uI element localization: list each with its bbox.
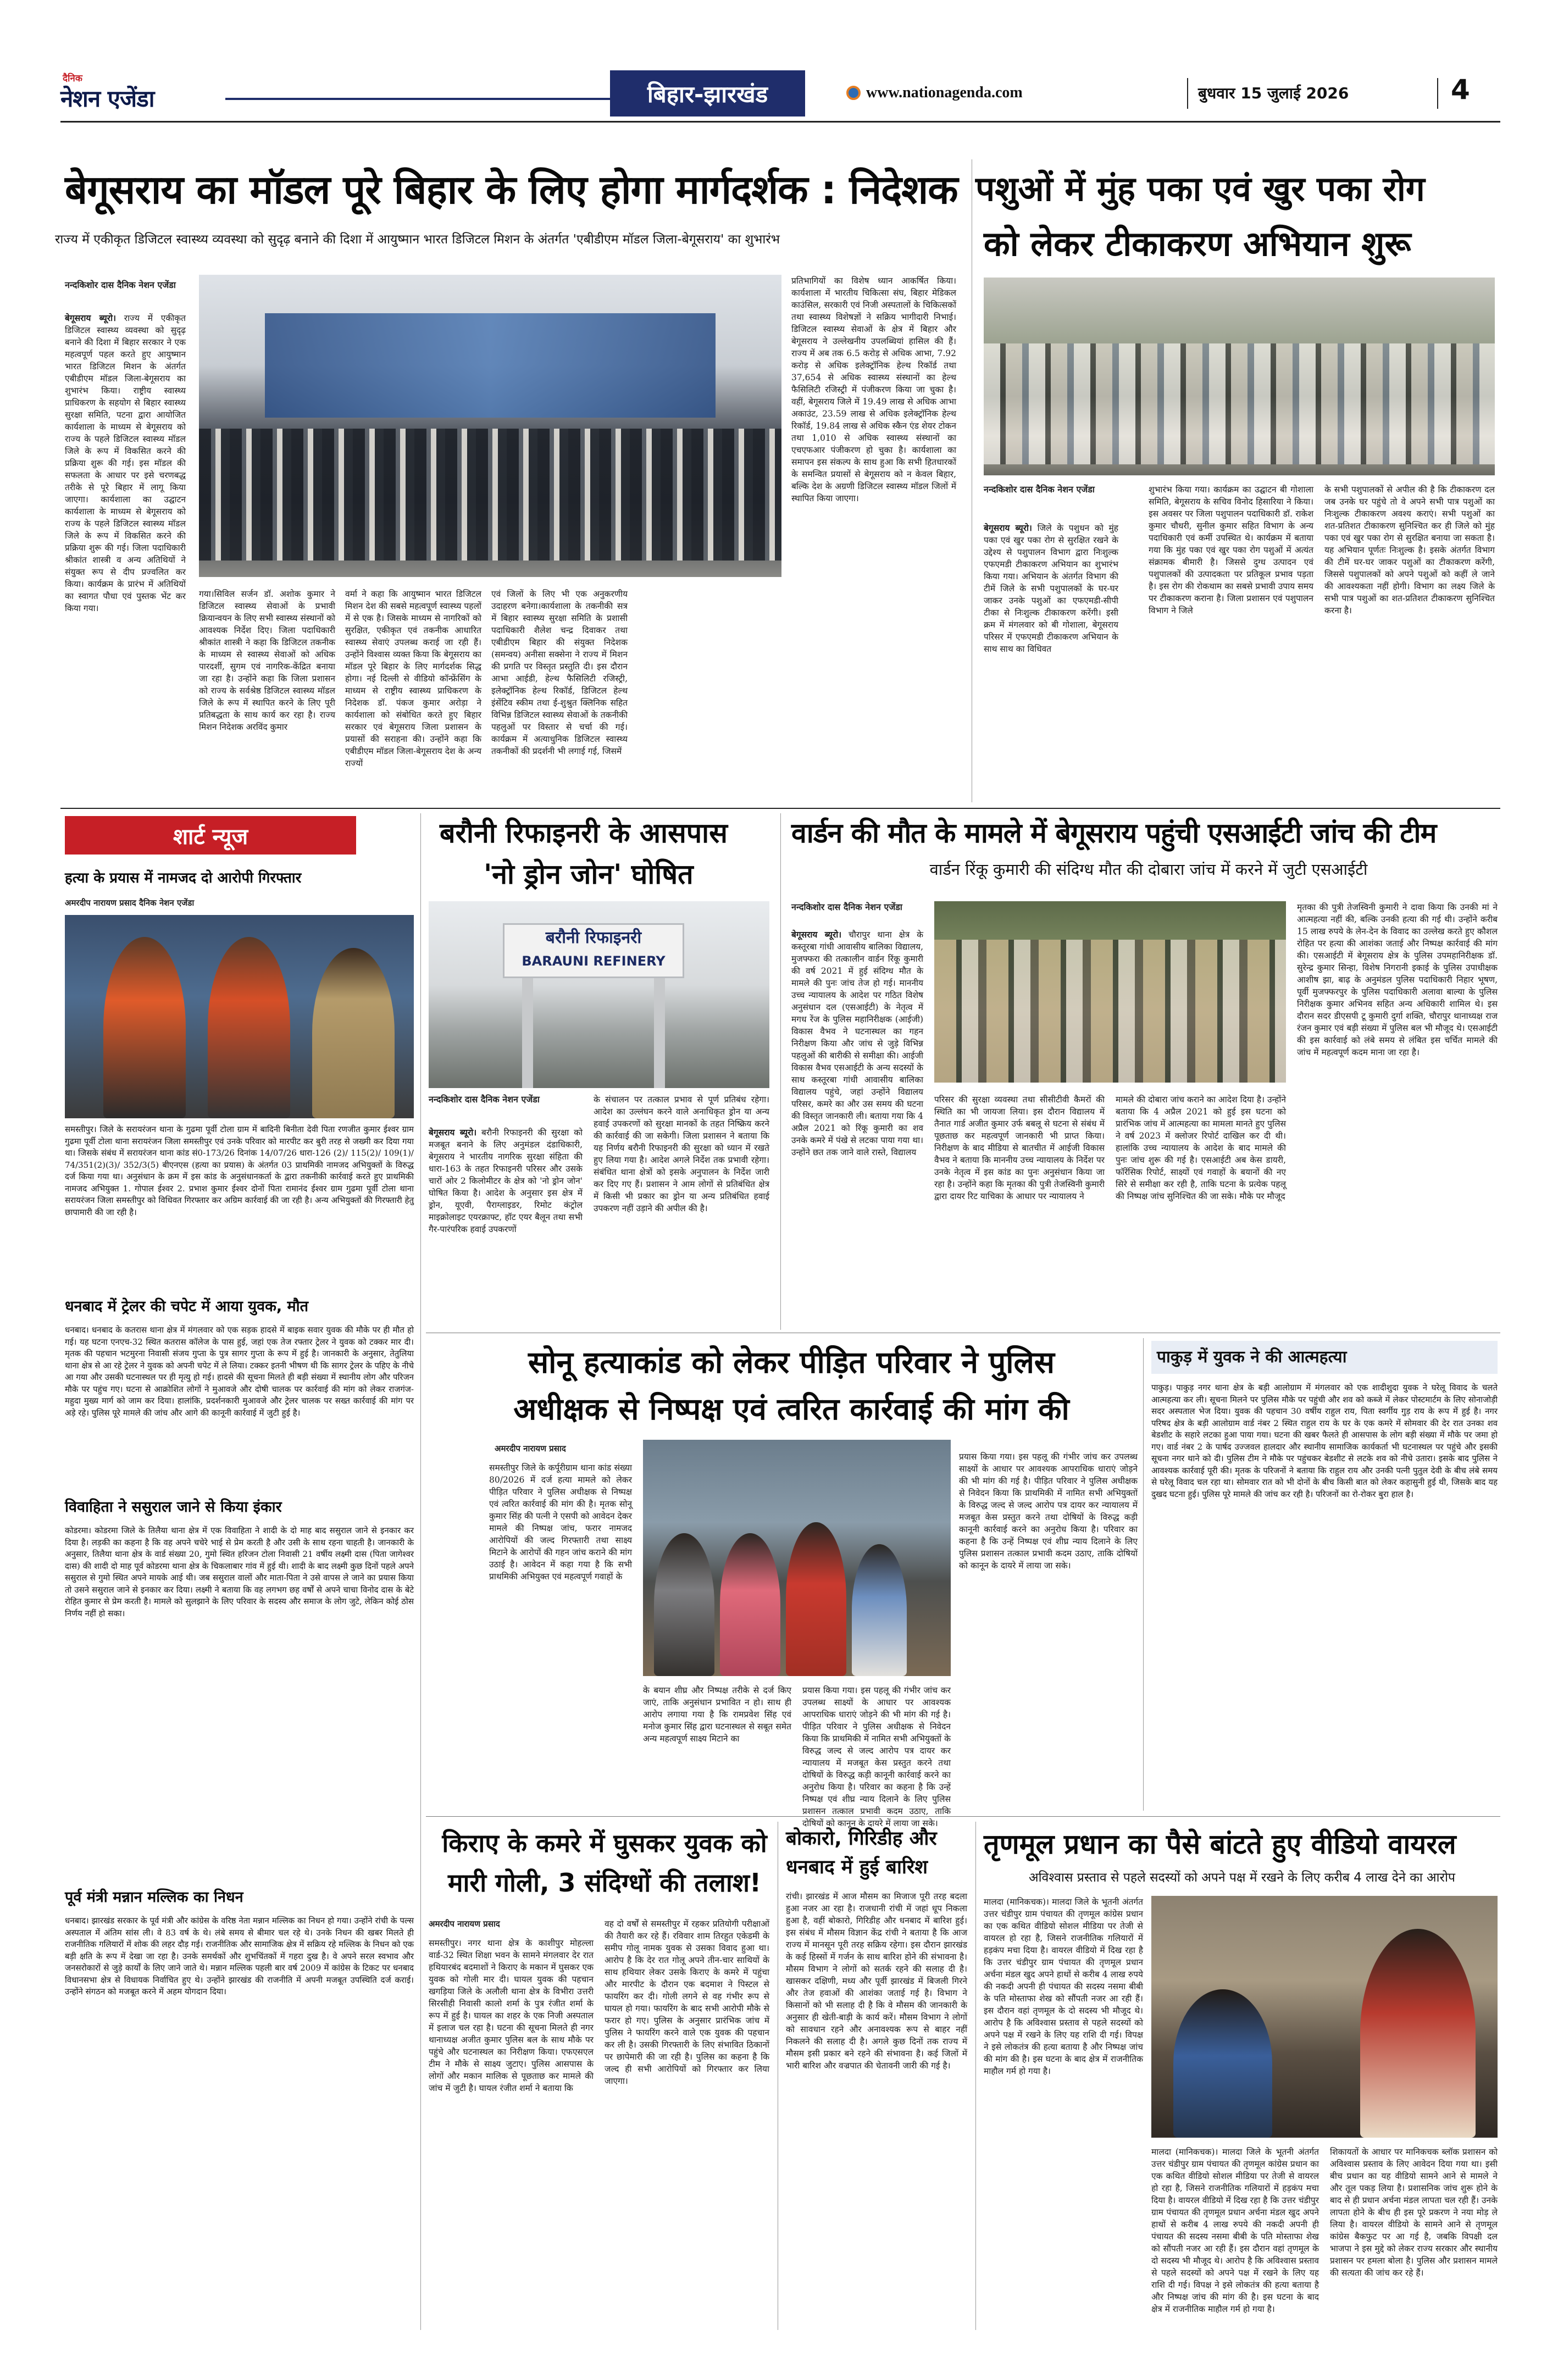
story6-body: पाकुड़। पाकुड़ नगर थाना क्षेत्र के बड़ी आलोग्राम में मंगलवार को एक शादीशुदा युवक ने घरेलू विवाद के चलते आत्महत्या कर ली। सूचना मिलने पर पुलिस मौके पर पहुंची और शव को कब्जे में लेकर पोस्टमार्टम के लिए सोनाजोड़ी सदर अस्पताल भेज दिया। युवक की पहचान 30 वर्षीय राहुल राय, पिता स्वर्गीय गुड़ राय के रूप में हुई है। नगर परिषद क्षेत्र के बड़ी आलोग्राम वार्ड नंबर 2 स्थित राहुल राय के घर के एक कमरे में सोमवार की देर रात उनका शव बेडशीट के सहारे लटका हुआ पाया गया। घटना की खबर फैलते ही आसपास के लोग बड़ी संख्या में मौके पर जमा हो गए। वार्ड नंबर 2 के पार्षद उज्जवल हालदार और स्थानीय सामाजिक कार्यकर्ता भी घटनास्थल पर पहुंचे और इसकी सूचना नगर थाने को दी। पुलिस टीम ने मौके पर पहुंचकर बेडशीट से लटके शव को नीचे उतारा। इसके बाद पुलिस ने आवश्यक कार्रवाई पूरी की। मृतक के परिजनों ने बताया कि राहुल राय और उनकी पत्नी पुतुल देवी के बीच लंबे समय से घरेलू विवाद चल रहा था। सोमवार रात को भी दोनों के बीच किसी बात को लेकर कहासुनी हुई थी, जिसके बाद यह दुखद घटना हुई। पुलिस पूरे मामले की जांच कर रही है। परिजनों का रो-रोकर बुरा हाल है। (1151, 1383, 1498, 1499)
story5-headline-line2: अधीक्षक से निष्पक्ष एवं त्वरित कार्रवाई की मांग की (513, 1391, 1069, 1427)
story7-text-col1: समस्तीपुर। नगर थाना क्षेत्र के काशीपुर मोहल्ला वार्ड-32 स्थित शिक्षा भवन के सामने मंगलवार देर रात हथियारबंद बदमाशों ने किराए के मकान में घुसकर एक युवक को गोली मार दी। घायल युवक की पहचान खगड़िया जिले के अलौली थाना क्षेत्र के विभीरा उत्तरी सिरसीही निवासी कालो शर्मा के पुत्र रंजीत शर्मा के रूप में हुई है। घायल का शहर के एक निजी अस्पताल में इलाज चल रहा है। घटना की सूचना मिलते ही नगर थानाध्यक्ष अजीत कुमार पुलिस बल के साथ मौके पर पहुंचे और घटनास्थल का निरीक्षण किया। एफएसएल टीम ने मौके से साक्ष्य जुटाए। पुलिस आसपास के लोगों और मकान मालिक से पूछताछ कर मामले की जांच में जुटी है। घायल रंजीत शर्मा ने बताया कि (429, 1938, 594, 2093)
story1-photo (199, 275, 781, 577)
story2-text-col2: शुभारंभ किया गया। कार्यक्रम का उद्घाटन बी गोशाला समिति, बेगूसराय के सचिव विनोद हिसारिया ने किया। इस अवसर पर जिला पशुपालन पदाधिकारी डॉ. राकेश कुमार चौधरी, सुनील कुमार सहित विभाग के अन्य पदाधिकारी एवं कर्मी उपस्थित थे। कार्यक्रम में बताया गया कि मुंह पका एवं खुर पका रोग पशुओं में अत्यंत संक्रामक बीमारी है। जिससे दुग्ध उत्पादन एवं पशुपालकों की उत्पादकता पर प्रतिकूल प्रभाव पड़ता है। इस रोग की रोकथाम का सबसे प्रभावी उपाय समय पर टीकाकरण कराना है। जिला प्रशासन एवं पशुपालन विभाग ने जिले (1149, 485, 1313, 615)
story5-text-col2: के बयान शीघ्र और निष्पक्ष तरीके से दर्ज किए जाएं, ताकि अनुसंधान प्रभावित न हो। साथ ही आरोप लगाया गया है कि रामप्रवेश सिंह एवं मनोज कुमार सिंह द्वारा घटनास्थल से सबूत समेत अन्य महत्वपूर्ण साक्ष्य मिटाने का (643, 1685, 791, 1744)
story7-text-col2: वह दो वर्षों से समस्तीपुर में रहकर प्रतियोगी परीक्षाओं की तैयारी कर रहे हैं। रविवार शाम तिरहुत एकेडमी के समीप गोलू नामक युवक से उसका विवाद हुआ था। आरोप है कि देर रात गोलू अपने तीन-चार साथियों के साथ हथियार लेकर उसके किराए के कमरे में पहुंचा और मारपीट के दौरान एक बदमाश ने पिस्टल से फायरिंग कर दी। गोली लगने से वह गंभीर रूप से घायल हो गया। फायरिंग के बाद सभी आरोपी मौके से फरार हो गए। पुलिस के अनुसार प्रारंभिक जांच में पुलिस ने फायरिंग करने वाले एक युवक की पहचान कर ली है। उसकी गिरफ्तारी के लिए संभावित ठिकानों पर छापेमारी की जा रही है। पुलिस का कहना है कि जल्द ही सभी आरोपियों को गिरफ्तार कर लिया जाएगा। (605, 1919, 769, 2086)
story4-text-col3: मामले की दोबारा जांच कराने का आदेश दिया है। उन्होंने बताया कि 4 अप्रैल 2021 को हुई इस घटना को प्रारंभिक जांच में आत्महत्या का मामला मानते हुए पुलिस ने वर्ष 2023 में क्लोजर रिपोर्ट दाखिल कर दी थी। हालांकि उच्च न्यायालय के आदेश के बाद मामले की पुनः जांच शुरू की गई है। एसआईटी अब केस डायरी, फॉरेंसिक रिपोर्ट, साक्ष्यों एवं गवाहों के बयानों की नए सिरे से समीक्षा कर रही है, ताकि घटना के प्रत्येक पहलू की निष्पक्ष जांच सुनिश्चित की जा सके। मौके पर मौजूद (1116, 1095, 1286, 1201)
story9-text-col1: मालदा (मानिकचक)। मालदा जिले के भूतनी अंतर्गत उत्तर चंडीपुर ग्राम पंचायत की तृणमूल कांग्रेस प्रधान का एक कथित वीडियो सोशल मीडिया पर तेजी से वायरल हो रहा है, जिसने राजनीतिक गलियारों में हड़कंप मचा दिया है। वायरल वीडियो में दिख रहा है कि उत्तर चंडीपुर ग्राम पंचायत की तृणमूल प्रधान अर्चना मंडल खुद अपने हाथों से करीब 4 लाख रुपये की नकदी अपनी ही पंचायत की सदस्य नसमा बीबी के पति मोस्ताफा शेख को सौंपती नजर आ रही हैं। इस दौरान वहां तृणमूल के दो सदस्य भी मौजूद थे। आरोप है कि अविश्वास प्रस्ताव से पहले सदस्यों को अपने पक्ष में रखने के लिए यह राशि दी गई। विपक्ष ने इसे लोकतंत्र की हत्या बताया है और निष्पक्ष जांच की मांग की है। इस घटना के बाद क्षेत्र में राजनीतिक माहौल गर्म हो गया है। (984, 1897, 1143, 2076)
logo-main-text: नेशन एजेंडा (60, 85, 154, 112)
story5-person-4 (852, 1544, 907, 1676)
short-news-1-person-a (103, 937, 186, 1118)
story1-headline: बेगूसराय का मॉडल पूरे बिहार के लिए होगा मार्गदर्शक : निदेशक (65, 167, 958, 213)
story1-byline: नन्दकिशोर दास दैनिक नेशन एजेंडा (65, 280, 176, 290)
story8-headline-line2: धनबाद में हुई बारिश (786, 1856, 928, 1878)
masthead-divider-left (225, 98, 665, 100)
story9-person-left (1173, 1989, 1272, 2138)
story9-col3 (1330, 2146, 1498, 2330)
story1-text-col1: राज्य में एकीकृत डिजिटल स्वास्थ्य व्यवस्था को सुदृढ़ बनाने की दिशा में बिहार सरकार ने एक महत्वपूर्ण पहल करते हुए आयुष्मान भारत डिजिटल मिशन के अंतर्गत एबीडीएम मॉडल जिला-बेगूसराय का शुभारंभ किया। राष्ट्रीय स्वास्थ्य प्राधिकरण के सहयोग से बिहार स्वास्थ्य सुरक्षा समिति, पटना द्वारा आयोजित कार्यशाला के माध्यम से बेगूसराय को राज्य के पहले डिजिटल स्वास्थ्य मॉडल जिले के रूप में विकसित करने की प्रक्रिया शुरू की गई। इस मॉडल की सफलता के आधार पर इसे चरणबद्ध तरीके से पूरे बिहार में लागू किया जाएगा। कार्यशाला का उद्घाटन कार्यशाला के माध्यम से बेगूसराय को राज्य के पहले डिजिटल स्वास्थ्य मॉडल जिले के रूप में विकसित करने की प्रक्रिया शुरू की गई। जिला पदाधिकारी श्रीकांत शास्त्री व अन्य अतिथियों ने संयुक्त रूप से दीप प्रज्वलित कर किया। कार्यक्रम के प्रारंभ में अतिथियों का स्वागत पौधा एवं पुस्तक भेंट कर किया गया। (65, 313, 186, 613)
story4-text-col2: परिसर की सुरक्षा व्यवस्था तथा सीसीटीवी कैमरों की स्थिति का भी जायजा लिया। इस दौरान विद्यालय में तैनात गार्ड अजीत कुमार उर्फ बबलू से घटना से संबंध में पूछताछ कर महत्वपूर्ण जानकारी भी प्राप्त किया। निरीक्षण के बाद मीडिया से बातचीत में आईजी विकास वैभव ने बताया कि माननीय उच्च न्यायालय के निर्देश पर उनके नेतृत्व में इस कांड का पुनः अनुसंधान किया जा रहा है। उन्होंने कहा कि मृतका की पुत्री तेजस्विनी कुमारी द्वारा दायर रिट याचिका के आधार पर न्यायालय ने (934, 1095, 1105, 1201)
story3-photo-gate-left (522, 978, 533, 1088)
short-news-3-body: कोडरमा। कोडरमा जिले के तिलैया थाना क्षेत्र में एक विवाहिता ने शादी के दो माह बाद ससुराल जाने से इनकार कर दिया है। लड़की का कहना है कि वह अपने चचेरे भाई से प्रेम करती है और उसी के साथ रहना चाहती है। जानकारी के अनुसार, तिलैया थाना क्षेत्र के वार्ड संख्या 20, गुमो स्थित हरिजन टोला निवासी 21 वर्षीय लक्ष्मी दास (पिता जागेश्वर दास) की शादी दो माह पूर्व कोडरमा थाना क्षेत्र के चिकलाबार गांव में हुई थी। शादी के बाद लक्ष्मी कुछ दिनों पहले अपने ससुराल से गुमो स्थित अपने मायके आई थी। जब ससुराल वालों और माता-पिता ने उसे वापस ले जाने का प्रयास किया तो उसने ससुराल जाने से इनकार कर दिया। लक्ष्मी ने बताया कि वह लगभग छह वर्षों से अपने चाचा विनोद दास के बेटे रोहित कुमार से प्रेम करती है। मामले को सुलझाने के लिए परिवार के सदस्य और समाज के लोग जुटे, लेकिन कोई ठोस निर्णय नहीं हो सका। (65, 1525, 414, 1618)
short-news-1-headline: हत्या के प्रयास में नामजद दो आरोपी गिरफ्तार (65, 870, 302, 886)
story6-headline-box (1151, 1341, 1498, 1374)
story5-col1 (489, 1462, 632, 1808)
story5-person-2 (720, 1533, 780, 1676)
story2-col2 (1149, 484, 1313, 802)
story1-text-col4: एवं जिलों के लिए भी एक अनुकरणीय उदाहरण बनेगा।कार्यशाला के तकनीकी सत्र में बिहार स्वास्थ्य सुरक्षा समिति के प्रशासी पदाधिकारी शैलेश चन्द्र दिवाकर तथा एबीडीएम बिहार की संयुक्त निदेशक (समन्वय) अनीसा सक्सेना ने राज्य में मिशन की प्रगति पर विस्तृत प्रस्तुति दी। इस दौरान आभा आईडी, हेल्थ फैसिलिटी रजिस्ट्री, इलेक्ट्रॉनिक हेल्थ रिकॉर्ड, डिजिटल हेल्थ इंसेंटिव स्कीम तथा ई-शुश्रुत क्लिनिक सहित विभिन्न डिजिटल स्वास्थ्य सेवाओं के तकनीकी पहलुओं पर विस्तार से चर्चा की गई। कार्यक्रम में अत्याधुनिक डिजिटल स्वास्थ्य तकनीकों की प्रदर्शनी भी लगाई गई, जिसमें (491, 589, 628, 756)
story4-dateline: बेगूसराय ब्यूरो। (791, 929, 842, 940)
short-news-1-person-b (208, 937, 290, 1118)
story8-headline-line1: बोकारो, गिरिडीह और (786, 1828, 937, 1850)
story4-col3 (1116, 1094, 1286, 1324)
short-news-4-body: धनबाद। झारखंड सरकार के पूर्व मंत्री और कांग्रेस के वरिष्ठ नेता मन्नान मल्लिक का निधन हो गया। उन्होंने रांची के पल्स अस्पताल में अंतिम सांस ली। वे 83 वर्ष के थे। लंबे समय से बीमार चल रहे थे। उनके निधन की खबर मिलते ही राजनीतिक गलियारों में शोक की लहर दौड़ गई। राजनीतिक और सामाजिक क्षेत्र में सक्रिय रहे मल्लिक के निधन को एक बड़ी क्षति के रूप में देखा जा रहा है। उनके समर्थकों और शुभचिंतकों में गहरा दुख है। वे अपने सरल स्वभाव और जनसरोकारों से जुड़े कार्यों के लिए जाने जाते थे। मन्नान मल्लिक पहली बार वर्ष 2009 में कांग्रेस के टिकट पर धनबाद विधानसभा क्षेत्र से विधायक निर्वाचित हुए थे। उन्होंने झारखंड की राजनीति में अपनी मजबूत उपस्थिति दर्ज कराई। उन्होंने संगठन को मजबूत करने में अहम योगदान दिया। (65, 1916, 414, 1996)
story5-text-col1: समस्तीपुर जिले के कर्पूरीग्राम थाना कांड संख्या 80/2026 में दर्ज हत्या मामले को लेकर पीड़ित परिवार ने पुलिस अधीक्षक से निष्पक्ष एवं त्वरित कार्रवाई की मांग की है। मृतक सोनू कुमार सिंह की पत्नी ने एसपी को आवेदन देकर मामले की निष्पक्ष जांच, फरार नामजद आरोपियों की जल्द गिरफ्तारी तथा साक्ष्य मिटाने के आरोपों की गहन जांच कराने की मांग उठाई है। आवेदन में कहा गया है कि सभी प्राथमिकी अभियुक्त एवं महत्वपूर्ण गवाहों के (489, 1463, 632, 1582)
short-news-1-body: समस्तीपुर। जिले के सरायरंजन थाना के गुढमा पूर्वी टोला ग्राम में बादिनी बिनीता देवी पिता रणजीत कुमार ईश्वर ग्राम गुढमा पूर्वी टोला थाना सरायरंजन जिला समस्तीपुर एवं उनके परिवार को मारपीट कर बुरी तरह से जख्मी कर दिया गया था। जिसके संबंध में सरायरंजन थाना कांड सं0-173/26 दिनांक 14/07/26 धारा-126 (2)/ 115(2)/ 109(1)/ 74/351(2)(3)/ 352/3(5) बीएनएस (हत्या का प्रयास) के अंतर्गत 03 प्राथमिकी नामजद अभियुक्तों के विरुद्ध दर्ज किया गया था। अनुसंधान के क्रम में इस कांड के अनुसंधानकर्ता के द्वारा तकनीकी कार्रवाई करते हुए प्राथमिकी नामजद अभियुक्त 1. गोपाल ईश्वर 2. प्रभाश कुमार ईश्वर दोनों पिता रामानंद ईश्वर ग्राम गुढमा पूर्वी टोला थाना सरायरंजन जिला समस्तीपुर को विधिवत गिरफ्तार कर अग्रिम कार्रवाई की जा रही है। अन्य अभियुक्तों की गिरफ्तारी हेतु छापामारी की जा रही है। (65, 1124, 414, 1217)
story9-col2 (1151, 2146, 1319, 2330)
story4-col1 (791, 929, 923, 1324)
story4-col2 (934, 1094, 1105, 1324)
story5-byline: अमरदीप नारायण प्रसाद (495, 1444, 566, 1453)
story7-headline-line1: किराए के कमरे में घुसकर युवक को (442, 1828, 767, 1858)
story7-headline-line2: मारी गोली, 3 संदिग्धों की तलाश! (447, 1868, 761, 1898)
story9-text-col2-a: मालदा (मानिकचक)। मालदा जिले के भूतनी अंतर्गत उत्तर चंडीपुर ग्राम पंचायत की तृणमूल कांग्रेस प्रधान का एक कथित वीडियो सोशल मीडिया पर तेजी से वायरल हो रहा है, जिसने राजनीतिक गलियारों में हड़कंप मचा दिया है। वायरल वीडियो में दिख रहा है कि उत्तर चंडीपुर ग्राम पंचायत की तृणमूल प्रधान अर्चना मंडल खुद अपने हाथों से करीब 4 लाख रुपये की नकदी अपनी ही पंचायत की सदस्य नसमा बीबी के पति मोस्ताफा शेख को सौंपती नजर आ रही हैं। इस दौरान वहां तृणमूल के दो सदस्य भी मौजूद थे। आरोप है कि अविश्वास प्रस्ताव से पहले सदस्यों को अपने पक्ष में रखने के लिए यह राशि दी गई। विपक्ष ने इसे लोकतंत्र की हत्या बताया है और निष्पक्ष जांच की मांग की है। इस घटना के बाद क्षेत्र में राजनीतिक माहौल गर्म हो गया है। (1151, 2147, 1319, 2314)
hrule-3 (426, 1816, 1500, 1817)
story5-headline-line1: सोनू हत्याकांड को लेकर पीड़ित परिवार ने पुलिस (528, 1345, 1055, 1380)
story1-col1 (65, 312, 186, 801)
globe-icon (846, 86, 861, 100)
masthead (60, 70, 1500, 116)
short-news-4-headline: पूर्व मंत्री मन्नान मल्लिक का निधन (65, 1889, 243, 1906)
masthead-divider-right (1437, 78, 1438, 109)
story2-photo-people (984, 343, 1495, 464)
logo-small-text: दैनिक (63, 73, 82, 84)
section-label (610, 70, 805, 116)
story2-headline-line1: पशुओं में मुंह पका एवं खुर पका रोग (975, 169, 1425, 209)
story1-col2 (199, 588, 335, 802)
story2-col1 (984, 522, 1118, 802)
story3-col2 (594, 1094, 769, 1324)
story4-byline: नन्दकिशोर दास दैनिक नेशन एजेंडा (791, 902, 902, 912)
vrule-4 (1143, 1338, 1144, 1811)
story2-text-col1: जिले के पशुधन को मुंह पका एवं खुर पका रोग से सुरक्षित रखने के उद्देश्य से पशुपालन विभाग द्वारा निःशुल्क एफएमडी टीकाकरण अभियान का शुभारंभ किया गया। अभियान के अंतर्गत विभाग की टीमें जिले के सभी पशुपालकों के घर-घर जाकर उनके पशुओं का एफएमडी-सीपी टीका से निःशुल्क टीकाकरण करेंगी। इसी क्रम में मंगलवार को बी गोशाला, बेगूसराय परिसर में एफएमडी टीकाकरण अभियान के साथ साथ का विधिवत (984, 523, 1118, 654)
short-news-2-body: धनबाद। धनबाद के कतरास थाना क्षेत्र में मंगलवार को एक सड़क हादसे में बाइक सवार युवक की मौके पर ही मौत हो गई। यह घटना एनएच-32 स्थित कतरास कॉलेज के पास हुई, जहां एक तेज रफ्तार ट्रेलर ने युवक को टक्कर मार दी। मृतक की पहचान भटमुरना निवासी संजय गुप्ता के पुत्र सागर गुप्ता के रूप में हुई है। जानकारी के अनुसार, तेतुलिया थाना क्षेत्र से आ रहे ट्रेलर ने युवक को अपनी चपेट में ले लिया। टक्कर इतनी भीषण थी कि सागर ट्रेलर के पहिए के नीचे आ गया और उसकी घटनास्थल पर ही मृत्यु हो गई। हादसे की सूचना मिलते ही बड़ी संख्या में स्थानीय लोग और परिजन मौके पर पहुंच गए। घटना से आक्रोशित लोगों ने मुआवजे और दोषी चालक पर कार्रवाई की मांग को लेकर राजगंज-महुदा मुख्य मार्ग को जाम कर दिया। हालांकि, प्रदर्शनकारी मुआवजे और ट्रेलर चालक पर सख्त कार्रवाई की मांग पर अड़े रहे। पुलिस पूरे मामले की जांच और आगे की कानूनी कार्रवाई में जुटी हुई है। (65, 1325, 414, 1418)
vrule-3 (780, 813, 781, 1330)
story6-headline: पाकुड़ में युवक ने की आत्महत्या (1157, 1347, 1347, 1367)
short-news-2-headline: धनबाद में ट्रेलर की चपेट में आया युवक, मौत (65, 1298, 309, 1315)
story9-photo (1151, 1896, 1498, 2138)
story3-headline-line1: बरौनी रिफाइनरी के आसपास (440, 817, 728, 849)
story9-text-col3: शिकायतों के आधार पर मानिकचक ब्लॉक प्रशासन को अविश्वास प्रस्ताव के लिए आवेदन दिया गया था। इसी बीच प्रधान का यह वीडियो सामने आने से मामले ने और तूल पकड़ लिया है। प्रशासनिक जांच शुरू होने के बाद से ही प्रधान अर्चना मंडल लापता चल रही हैं। उनके लापता होने के बीच ही इस पूरे प्रकरण ने नया मोड़ ले लिया है। वायरल वीडियो के सामने आने से तृणमूल कांग्रेस बैकफुट पर आ गई है, जबकि विपक्षी दल भाजपा ने इस मुद्दे को लेकर राज्य सरकार और स्थानीय प्रशासन पर हमला बोला है। पुलिस और प्रशासन मामले की सत्यता की जांच कर रहे हैं। (1330, 2147, 1498, 2278)
story2-col3 (1324, 484, 1495, 802)
story3-dateline: बेगूसराय ब्यूरो। (429, 1127, 477, 1138)
issue-date: बुधवार 15 जुलाई 2026 (1198, 84, 1349, 102)
short-news-1-photo (65, 915, 414, 1118)
section-label-text: बिहार-झारखंड (647, 80, 768, 108)
logo (60, 70, 187, 116)
short-news-1-officer (312, 948, 395, 1118)
story5-photo (643, 1440, 951, 1676)
story8-body: रांची। झारखंड में आज मौसम का मिजाज पूरी तरह बदला हुआ नजर आ रहा है। राजधानी रांची में जहां धूप निकला हुआ है, वहीं बोकारो, गिरिडीह और धनबाद में बारिश हुई। इस संबंध में मौसम विज्ञान केंद्र रांची ने बताया है कि आज राज्य में मानसून पूरी तरह सक्रिय रहेगा। इस दौरान झारखंड के कई हिस्सों में गर्जन के साथ बारिश होने की संभावना है। मौसम विभाग ने लोगों को सतर्क रहने की सलाह दी है। खासकर दक्षिणी, मध्य और पूर्वी झारखंड में बिजली गिरने और तेज हवाओं की आशंका जताई गई है। विभाग ने किसानों को भी सलाह दी है कि वे मौसम की जानकारी के अनुसार ही खेती-बाड़ी के कार्य करें। मौसम विभाग ने लोगों को सावधान रहने और अनावश्यक रूप से बाहर नहीं निकलने की सलाह दी है। अगले कुछ दिनों तक राज्य में मौसम इसी प्रकार बने रहने की संभावना है। कई जिलों में भारी बारिश और वज्रपात की चेतावनी जारी की गई है। (786, 1891, 967, 2071)
story1-dateline: बेगूसराय ब्यूरो। (65, 313, 117, 323)
story3-sign-hindi: बरौनी रिफाइनरी (545, 928, 642, 947)
story1-text-col3: वर्मा ने कहा कि आयुष्मान भारत डिजिटल मिशन देश की सबसे महत्वपूर्ण स्वास्थ्य पहलों में से एक है। जिसके माध्यम से नागरिकों को सुरक्षित, एकीकृत एवं तकनीक आधारित स्वास्थ्य सेवाएं उपलब्ध कराई जा रही हैं। उन्होंने विश्वास व्यक्त किया कि बेगूसराय का मॉडल पूरे बिहार के लिए मार्गदर्शक सिद्ध होगा। नई दिल्ली से वीडियो कॉन्फ्रेंसिंग के माध्यम से राष्ट्रीय स्वास्थ्य प्राधिकरण के निदेशक डॉ. पंकज कुमार अरोड़ा ने कार्यशाला को संबोधित करते हुए बिहार सरकार एवं बेगूसराय जिला प्रशासन के प्रयासों की सराहना की। उन्होंने कहा कि एबीडीएम मॉडल जिला-बेगूसराय देश के अन्य राज्यों (345, 589, 481, 768)
page-number: 4 (1451, 74, 1470, 106)
story4-subhead: वार्डन रिंकू कुमारी की संदिग्ध मौत की दोबारा जांच में करने में जुटी एसआईटी (929, 860, 1368, 879)
story2-text-col3: के सभी पशुपालकों से अपील की है कि टीकाकरण दल जब उनके घर पहुंचे तो वे अपने सभी पात्र पशुओं का निःशुल्क टीकाकरण अवश्य कराएं। सभी पशुओं का शत-प्रतिशत टीकाकरण सुनिश्चित कर ही जिले को मुंह पका एवं खुर पका रोग से सुरक्षित बनाया जा सकता है। यह अभियान पूर्णतः निःशुल्क है। इसके अंतर्गत विभाग की टीमें घर-घर जाकर पशुओं का टीकाकरण करेंगी, जिससे पशुपालकों को अपने पशुओं को कहीं ले जाने की आवश्यकता नहीं होगी। विभाग का लक्ष्य जिले के सभी पात्र पशुओं का शत-प्रतिशत टीकाकरण सुनिश्चित करना है। (1324, 485, 1495, 615)
story1-text-col5: प्रतिभागियों का विशेष ध्यान आकर्षित किया। कार्यशाला में भारतीय चिकित्सा संघ, बिहार मेडिकल काउंसिल, सरकारी एवं निजी अस्पतालों के चिकित्सकों तथा स्वास्थ्य विशेषज्ञों ने सक्रिय भागीदारी निभाई। डिजिटल स्वास्थ्य सेवाओं के क्षेत्र में बिहार और बेगूसराय ने उल्लेखनीय उपलब्धियां हासिल की हैं। राज्य में अब तक 6.5 करोड़ से अधिक आभा, 7.92 करोड़ से अधिक इलेक्ट्रॉनिक हेल्थ रिकॉर्ड तथा 37,654 से अधिक स्वास्थ्य संस्थानों का हेल्थ फैसिलिटी रजिस्ट्री में पंजीकरण किया जा चुका है। वहीं, बेगूसराय जिले में 19.49 लाख से अधिक आभा अकाउंट, 23.59 लाख से अधिक इलेक्ट्रॉनिक हेल्थ रिकॉर्ड, 19.84 लाख से अधिक स्कैन एंड शेयर टोकन तथा 1,010 से अधिक स्वास्थ्य संस्थानों का एचएफआर पंजीकरण हो चुका है। कार्यशाला का समापन इस संकल्प के साथ हुआ कि सभी हितधारकों के समन्वित प्रयासों से बेगूसराय को न केवल बिहार, बल्कि देश के अग्रणी डिजिटल स्वास्थ्य मॉडल जिलों में स्थापित किया जाएगा। (791, 276, 956, 503)
story5-col4 (959, 1451, 1138, 1808)
short-news-label (65, 816, 356, 855)
masthead-rule (60, 121, 1500, 123)
story2-dateline: बेगूसराय ब्यूरो। (984, 523, 1032, 533)
story1-photo-banner (265, 313, 716, 418)
story7-col2 (605, 1918, 769, 2330)
story5-person-3 (786, 1522, 846, 1676)
short-news-3-headline: विवाहिता ने ससुराल जाने से किया इंकार (65, 1499, 282, 1516)
story9-person-right (1360, 1929, 1476, 2138)
website-text[interactable]: www.nationagenda.com (866, 84, 1023, 101)
story2-headline-line2: को लेकर टीकाकरण अभियान शुरू (984, 224, 1411, 264)
story1-text-col2: गया।सिविल सर्जन डॉ. अशोक कुमार ने डिजिटल स्वास्थ्य सेवाओं के प्रभावी क्रियान्वयन के लिए सभी स्वास्थ्य संस्थानों को आवश्यक निर्देश दिए। जिला पदाधिकारी श्रीकांत शास्त्री ने कहा कि डिजिटल तकनीक के माध्यम से स्वास्थ्य सेवाओं को अधिक पारदर्शी, सुगम एवं नागरिक-केंद्रित बनाया जा रहा है। उन्होंने कहा कि जिला प्रशासन को राज्य के सर्वश्रेष्ठ डिजिटल स्वास्थ्य मॉडल जिले के रूप में स्थापित करने के लिए पूरी प्रतिबद्धता के साथ कार्य कर रहा है। राज्य मिशन निदेशक अरविंद कुमार (199, 589, 335, 732)
story9-col1 (984, 1896, 1143, 2330)
story3-col1 (429, 1127, 583, 1324)
story1-photo-crowd (199, 429, 781, 561)
story3-photo (429, 901, 769, 1088)
story3-sign-english: BARAUNI REFINERY (522, 953, 666, 969)
story1-col4 (491, 588, 628, 802)
story7-byline: अमरदीप नारायण प्रसाद (429, 1919, 500, 1929)
story7-col1 (429, 1937, 594, 2330)
story3-text-col2: के संचालन पर तत्काल प्रभाव से पूर्ण प्रतिबंध रहेगा। आदेश का उल्लंघन करने वाले अनाधिकृत ड्रोन या अन्य हवाई उपकरणों को सुरक्षा मानकों के तहत निष्क्रिय करने की कार्रवाई की जा सकेगी। जिला प्रशासन ने बताया कि यह निर्णय बरौनी रिफाइनरी की सुरक्षा को ध्यान में रखते हुए लिया गया है। आदेश अगले निर्देश तक प्रभावी रहेगा। संबंधित थाना क्षेत्रों को इसके अनुपालन के निर्देश जारी कर दिए गए हैं। प्रशासन ने आम लोगों से प्रतिबंधित क्षेत्र में किसी भी प्रकार का ड्रोन या अन्य प्रतिबंधित हवाई उपकरण नहीं उड़ाने की अपील की है। (594, 1095, 769, 1213)
story3-headline-line2: 'नो ड्रोन जोन' घोषित (484, 858, 694, 890)
story9-subhead: अविश्वास प्रस्ताव से पहले सदस्यों को अपने पक्ष में रखने के लिए करीब 4 लाख देने का आरोप (1029, 1871, 1455, 1885)
story3-photo-gate-right (654, 978, 665, 1088)
story1-col5 (791, 275, 956, 802)
story4-photo-people (934, 940, 1286, 1083)
story1-subhead: राज्य में एकीकृत डिजिटल स्वास्थ्य व्यवस्था को सुदृढ़ बनाने की दिशा में आयुष्मान भारत डिजिटल मिशन के अंतर्गत 'एबीडीएम मॉडल जिला-बेगूसराय' का शुभारंभ (55, 232, 780, 247)
story5-col3 (802, 1684, 951, 1828)
short-news-label-text: शार्ट न्यूज (173, 824, 248, 850)
story4-headline: वार्डन की मौत के मामले में बेगूसराय पहुंची एसआईटी जांच की टीम (791, 817, 1437, 849)
hrule-1 (60, 808, 1500, 809)
story3-byline: नन्दकिशोर दास दैनिक नेशन एजेंडा (429, 1094, 540, 1105)
story5-text-col4-continued: प्रयास किया गया। इस पहलू की गंभीर जांच कर उपलब्ध साक्ष्यों के आधार पर आवश्यक आपराधिक धाराएं जोड़ने की भी मांग की गई है। पीड़ित परिवार ने पुलिस अधीक्षक से निवेदन किया कि प्राथमिकी में नामित सभी अभियुक्तों के विरुद्ध जल्द से जल्द आरोप पत्र दायर कर न्यायालय में मजबूत केस प्रस्तुत करने तथा दोषियों के विरुद्ध कड़ी कानूनी कार्रवाई करने का अनुरोध किया है। परिवार का कहना है कि उन्हें निष्पक्ष एवं शीघ्र न्याय दिलाने के लिए पुलिस प्रशासन तत्काल प्रभावी कदम उठाए, ताकि दोषियों को कानून के दायरे में लाया जा सके। (959, 1452, 1138, 1571)
vrule-6 (975, 1822, 976, 2330)
story9-headline: तृणमूल प्रधान का पैसे बांटते हुए वीडियो वायरल (984, 1828, 1456, 1860)
story2-photo (984, 278, 1495, 475)
story5-text-col3: प्रयास किया गया। इस पहलू की गंभीर जांच कर उपलब्ध साक्ष्यों के आधार पर आवश्यक आपराधिक धाराएं जोड़ने की भी मांग की गई है। पीड़ित परिवार ने पुलिस अधीक्षक से निवेदन किया कि प्राथमिकी में नामित सभी अभियुक्तों के विरुद्ध जल्द से जल्द आरोप पत्र दायर कर न्यायालय में मजबूत केस प्रस्तुत करने तथा दोषियों के विरुद्ध कड़ी कानूनी कार्रवाई करने का अनुरोध किया है। परिवार का कहना है कि उन्हें निष्पक्ष एवं शीघ्र न्याय दिलाने के लिए पुलिस प्रशासन तत्काल प्रभावी कदम उठाए, ताकि दोषियों को कानून के दायरे में लाया जा सके। (802, 1685, 951, 1828)
vrule-2 (420, 813, 421, 2330)
story2-byline: नन्दकिशोर दास दैनिक नेशन एजेंडा (984, 484, 1095, 495)
story3-photo-sign (503, 923, 684, 978)
story4-col4 (1297, 901, 1498, 1324)
story1-col3 (345, 588, 481, 802)
short-news-1-byline: अमरदीप नारायण प्रसाद दैनिक नेशन एजेंडा (65, 898, 195, 908)
story3-text-col1: बरौनी रिफाइनरी की सुरक्षा को मजबूत बनाने के लिए अनुमंडल दंडाधिकारी, बेगूसराय ने भारतीय नागरिक सुरक्षा संहिता की धारा-163 के तहत रिफाइनरी परिसर और उसके चारों ओर 2 किलोमीटर के क्षेत्र को 'नो ड्रोन जोन' घोषित किया है। आदेश के अनुसार इस क्षेत्र में ड्रोन, यूएवी, पैराग्लाइडर, रिमोट कंट्रोल माइक्रोलाइट एयरक्राफ्ट, हॉट एयर बैलून तथा सभी गैर-पारंपरिक हवाई उपकरणों (429, 1128, 583, 1234)
story5-col2 (643, 1684, 791, 1808)
story4-text-col4: मृतका की पुत्री तेजस्विनी कुमारी ने दावा किया कि उनकी मां ने आत्महत्या नहीं की, बल्कि उनकी हत्या की गई थी। उन्होंने करीब 15 लाख रुपये के लेन-देन के विवाद का उल्लेख करते हुए कौशल रोहित पर हत्या की आशंका जताई और निष्पक्ष कार्रवाई की मांग की। एसआईटी में बेगूसराय क्षेत्र के पुलिस उपमहानिरीक्षक डॉ. सुरेन्द्र कुमार सिन्हा, विशेष निगरानी इकाई के पुलिस उपाधीक्षक आशीष झा, बाढ़ के अनुमंडल पुलिस पदाधिकारी निहार भूषण, पूर्वी मुजफ्फरपुर के पुलिस पदाधिकारी अलावा बाल्या के पुलिस निरीक्षक कुमार अभिनव सहित अन्य अधिकारी शामिल थे। इस दौरान सदर डीएसपी टू कुमारी दुर्गा शक्ति, चौरापुर थानाध्यक्ष राज रंजन कुमार एवं बड़ी संख्या में पुलिस बल भी मौजूद थे। एसआईटी की इस कार्रवाई को लंबे समय से लंबित इस चर्चित मामले की जांच में महत्वपूर्ण कदम माना जा रहा है। (1297, 902, 1498, 1057)
masthead-divider-mid (1187, 78, 1188, 109)
story5-person-1 (654, 1533, 714, 1676)
story4-text-col1: चौरापुर थाना क्षेत्र के कस्तूरबा गांधी आवासीय बालिका विद्यालय, मुजफ्फरा की तत्कालीन वार्डन रिंकू कुमारी की वर्ष 2021 में हुई संदिग्ध मौत के मामले की पुनः जांच तेज हो गई। माननीय उच्च न्यायालय के आदेश पर गठित विशेष अनुसंधान दल (एसआईटी) के नेतृत्व में मगध रेंज के पुलिस महानिरीक्षक (आईजी) विकास वैभव ने घटनास्थल का गहन निरीक्षण किया और जांच से जुड़े विभिन्न पहलुओं की बारीकी से समीक्षा की। आईजी विकास वैभव एसआईटी के अन्य सदस्यों के साथ कस्तूरबा गांधी आवासीय बालिका विद्यालय पहुंचे, जहां उन्होंने विद्यालय परिसर, कमरे का और उस समय की घटना की विस्तृत जानकारी ली। बताया गया कि 4 अप्रैल 2021 को रिंकू कुमारी का शव उनके कमरे में पंखे से लटका पाया गया था। उन्होंने छत तक जाने वाले रास्ते, विद्यालय (791, 930, 924, 1157)
story4-photo (934, 901, 1286, 1083)
